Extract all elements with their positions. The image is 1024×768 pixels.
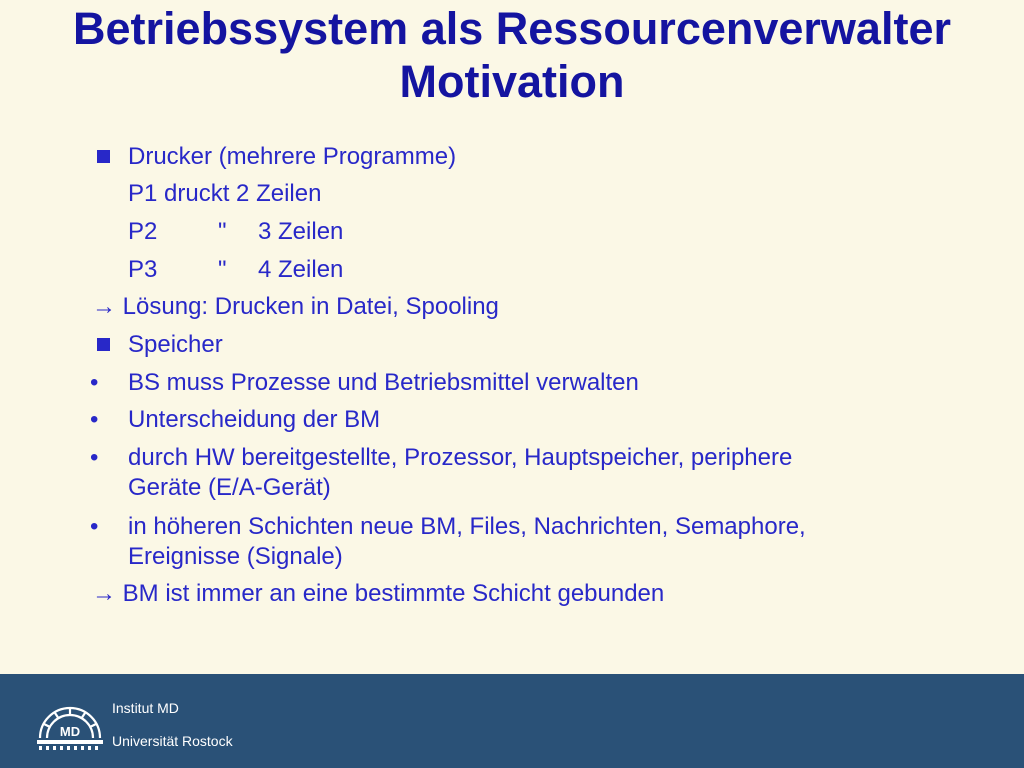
- bullet-icon: •: [90, 369, 99, 396]
- bullet-item: durch HW bereitgestellte, Prozessor, Hauptspeicher, periphere: [128, 444, 793, 471]
- logo-text: MD: [59, 724, 81, 739]
- footer-bar: [0, 674, 1024, 768]
- process-label: P3: [128, 256, 158, 283]
- bullet-icon: •: [90, 513, 99, 540]
- line-count: 3 Zeilen: [258, 218, 344, 245]
- university-name: Universität Rostock: [112, 733, 233, 749]
- loesung-line: [92, 292, 499, 322]
- drucker-heading: Drucker (mehrere Programme): [128, 143, 457, 170]
- line-count: 4 Zeilen: [258, 256, 344, 283]
- ditto-mark: ": [218, 256, 227, 283]
- square-bullet-icon: [97, 329, 110, 359]
- institute-name: Institut MD: [112, 700, 179, 716]
- bullet-icon: •: [90, 444, 99, 471]
- printer-row-p1: [128, 179, 321, 209]
- process-label: P2: [128, 218, 158, 245]
- ditto-mark: ": [218, 218, 227, 245]
- process-label: P1 druckt 2 Zeilen: [128, 180, 322, 207]
- slide-title-line1: Betriebssystem als Ressourcenverwalter: [73, 3, 951, 54]
- bullet-item-continuation: Geräte (E/A-Gerät): [128, 474, 331, 501]
- conclusion-text: BM ist immer an eine bestimmte Schicht gebunden: [122, 580, 665, 607]
- loesung-text: Lösung: Drucken in Datei, Spooling: [122, 293, 499, 320]
- bullet-item: Unterscheidung der BM: [128, 406, 381, 433]
- conclusion-line: [92, 579, 664, 609]
- arrow-right-icon: →: [92, 293, 116, 320]
- bullet-item: in höheren Schichten neue BM, Files, Nachrichten, Semaphore,: [128, 513, 806, 540]
- printer-row-p2: [128, 217, 343, 247]
- slide-title-line2: Motivation: [399, 56, 625, 107]
- institute-md-logo-icon: [36, 698, 104, 752]
- arrow-right-icon: →: [92, 580, 116, 607]
- speicher-heading: Speicher: [128, 331, 223, 358]
- square-bullet-icon: [97, 141, 110, 171]
- bullet-item: BS muss Prozesse und Betriebsmittel verwalten: [128, 369, 639, 396]
- bullet-item-continuation: Ereignisse (Signale): [128, 543, 343, 570]
- bullet-icon: •: [90, 406, 99, 433]
- printer-row-p3: [128, 255, 343, 285]
